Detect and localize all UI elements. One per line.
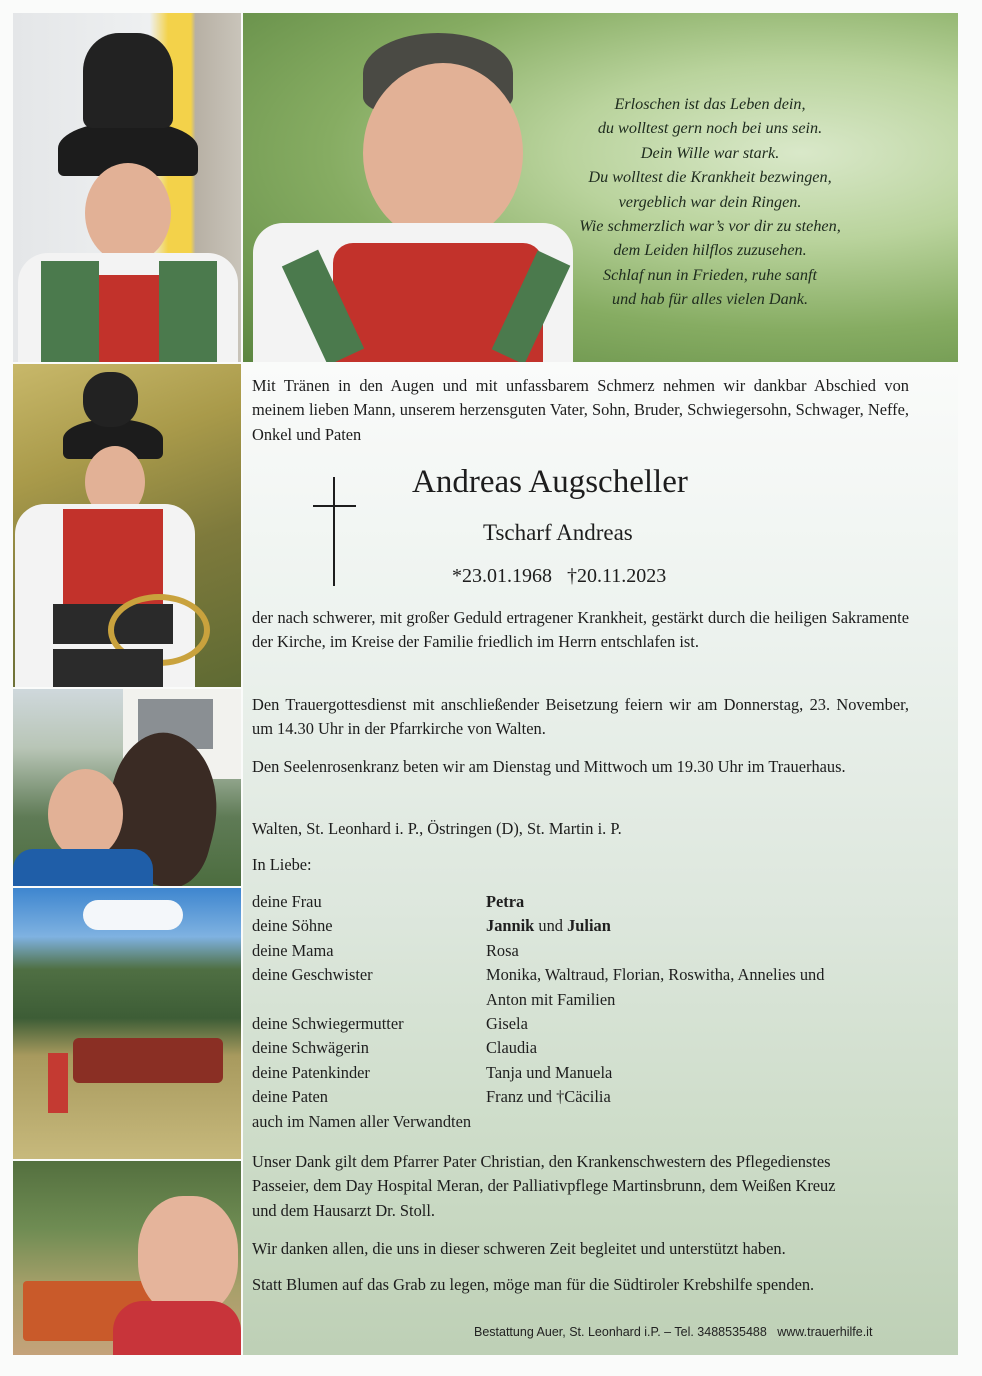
family-names: Claudia: [486, 1038, 537, 1058]
intro-text: Mit Tränen in den Augen und mit unfassbarem Schmerz nehmen wir dankbar Abschied von meinem lieben Mann, unserem herzensguten Vater, Sohn, Bruder, Schwiegersohn, Schwager, Neffe, Onkel und Paten: [252, 376, 909, 444]
photo-selfie-meadow: [13, 1161, 241, 1355]
thanks-text: Unser Dank gilt dem Pfarrer Pater Christian, den Krankenschwestern des Pflegedienstes Passeier, dem Day Hospital Meran, der Palliativpflege Martinsbrunn, dem Weißen Kreuz und dem Hausarzt Dr. Stoll.: [252, 1152, 836, 1220]
family-relation: deine Schwägerin: [252, 1038, 369, 1058]
places-text: Walten, St. Leonhard i. P., Östringen (D), St. Martin i. P.: [252, 819, 622, 838]
photo-with-trumpet: [13, 364, 241, 687]
rosary-text: Den Seelenrosenkranz beten wir am Dienstag und Mittwoch um 19.30 Uhr im Trauerhaus.: [252, 757, 846, 776]
family-names-cont: Anton mit Familien: [486, 989, 616, 1009]
family-names: Petra: [486, 892, 525, 911]
deceased-name: Andreas Augscheller: [412, 464, 688, 500]
family-names: Tanja und Manuela: [486, 1062, 613, 1082]
poem-line: Wie schmerzlich war’s vor dir zu stehen,: [579, 217, 841, 236]
cross-icon-bar: [313, 505, 356, 507]
donation-text: Statt Blumen auf das Grab zu legen, möge man für die Südtiroler Krebshilfe spenden.: [252, 1275, 815, 1294]
family-relation: deine Geschwister: [252, 965, 373, 985]
photo-with-horse: [13, 689, 241, 886]
funeral-text: Den Trauergottesdienst mit anschließender Beisetzung feiern wir am Donnerstag, 23. November, um 14.30 Uhr in der Pfarrkirche von Walten.: [252, 695, 909, 739]
family-names: Rosa: [486, 940, 519, 960]
poem-line: Dein Wille war stark.: [640, 143, 780, 162]
relatives-text: auch im Namen aller Verwandten: [252, 1111, 472, 1131]
poem-line: Erloschen ist das Leben dein,: [614, 95, 806, 113]
thanks-all-text: Wir danken allen, die uns in dieser schweren Zeit begleitet und unterstützt haben.: [252, 1239, 786, 1258]
family-names: Franz und †Cäcilia: [486, 1087, 611, 1107]
poem-line: dem Leiden hilflos zuzusehen.: [613, 241, 807, 260]
family-names: Jannik und Julian: [486, 916, 611, 936]
poem-line: vergeblich war dein Ringen.: [618, 192, 802, 211]
cross-icon: [333, 477, 335, 586]
poem-line: Schlaf nun in Frieden, ruhe sanft: [602, 265, 817, 284]
photo-hay-field: [13, 888, 241, 1159]
family-names: Gisela: [486, 1014, 528, 1033]
family-relation: deine Paten: [252, 1087, 329, 1107]
funeral-home-footer: Bestattung Auer, St. Leonhard i.P. – Tel. 3488535488 www.trauerhilfe.it: [474, 1325, 873, 1339]
photo-traditional-costume-portrait: [13, 13, 241, 362]
life-dates: *23.01.1968 †20.11.2023: [452, 565, 667, 587]
family-relation: deine Schwiegermutter: [252, 1014, 404, 1033]
poem-line: du wolltest gern noch bei uns sein.: [597, 119, 823, 138]
poem-line: Du wolltest die Krankheit bezwingen,: [588, 168, 832, 187]
in-love-label: In Liebe:: [252, 855, 312, 874]
poem: [560, 92, 860, 312]
deceased-nickname: Tscharf Andreas: [483, 520, 633, 545]
family-relation: deine Söhne: [252, 916, 333, 936]
family-relation: deine Patenkinder: [252, 1062, 370, 1082]
family-relation: deine Frau: [252, 892, 322, 911]
family-relation: deine Mama: [252, 940, 334, 960]
passing-text: der nach schwerer, mit großer Geduld ertragener Krankheit, gestärkt durch die heiligen Sakramente der Kirche, im Kreise der Familie friedlich im Herrn entschlafen ist.: [252, 608, 909, 652]
family-names: Monika, Waltraud, Florian, Roswitha, Annelies und: [486, 965, 825, 985]
poem-line: und hab für alles vielen Dank.: [611, 290, 808, 309]
